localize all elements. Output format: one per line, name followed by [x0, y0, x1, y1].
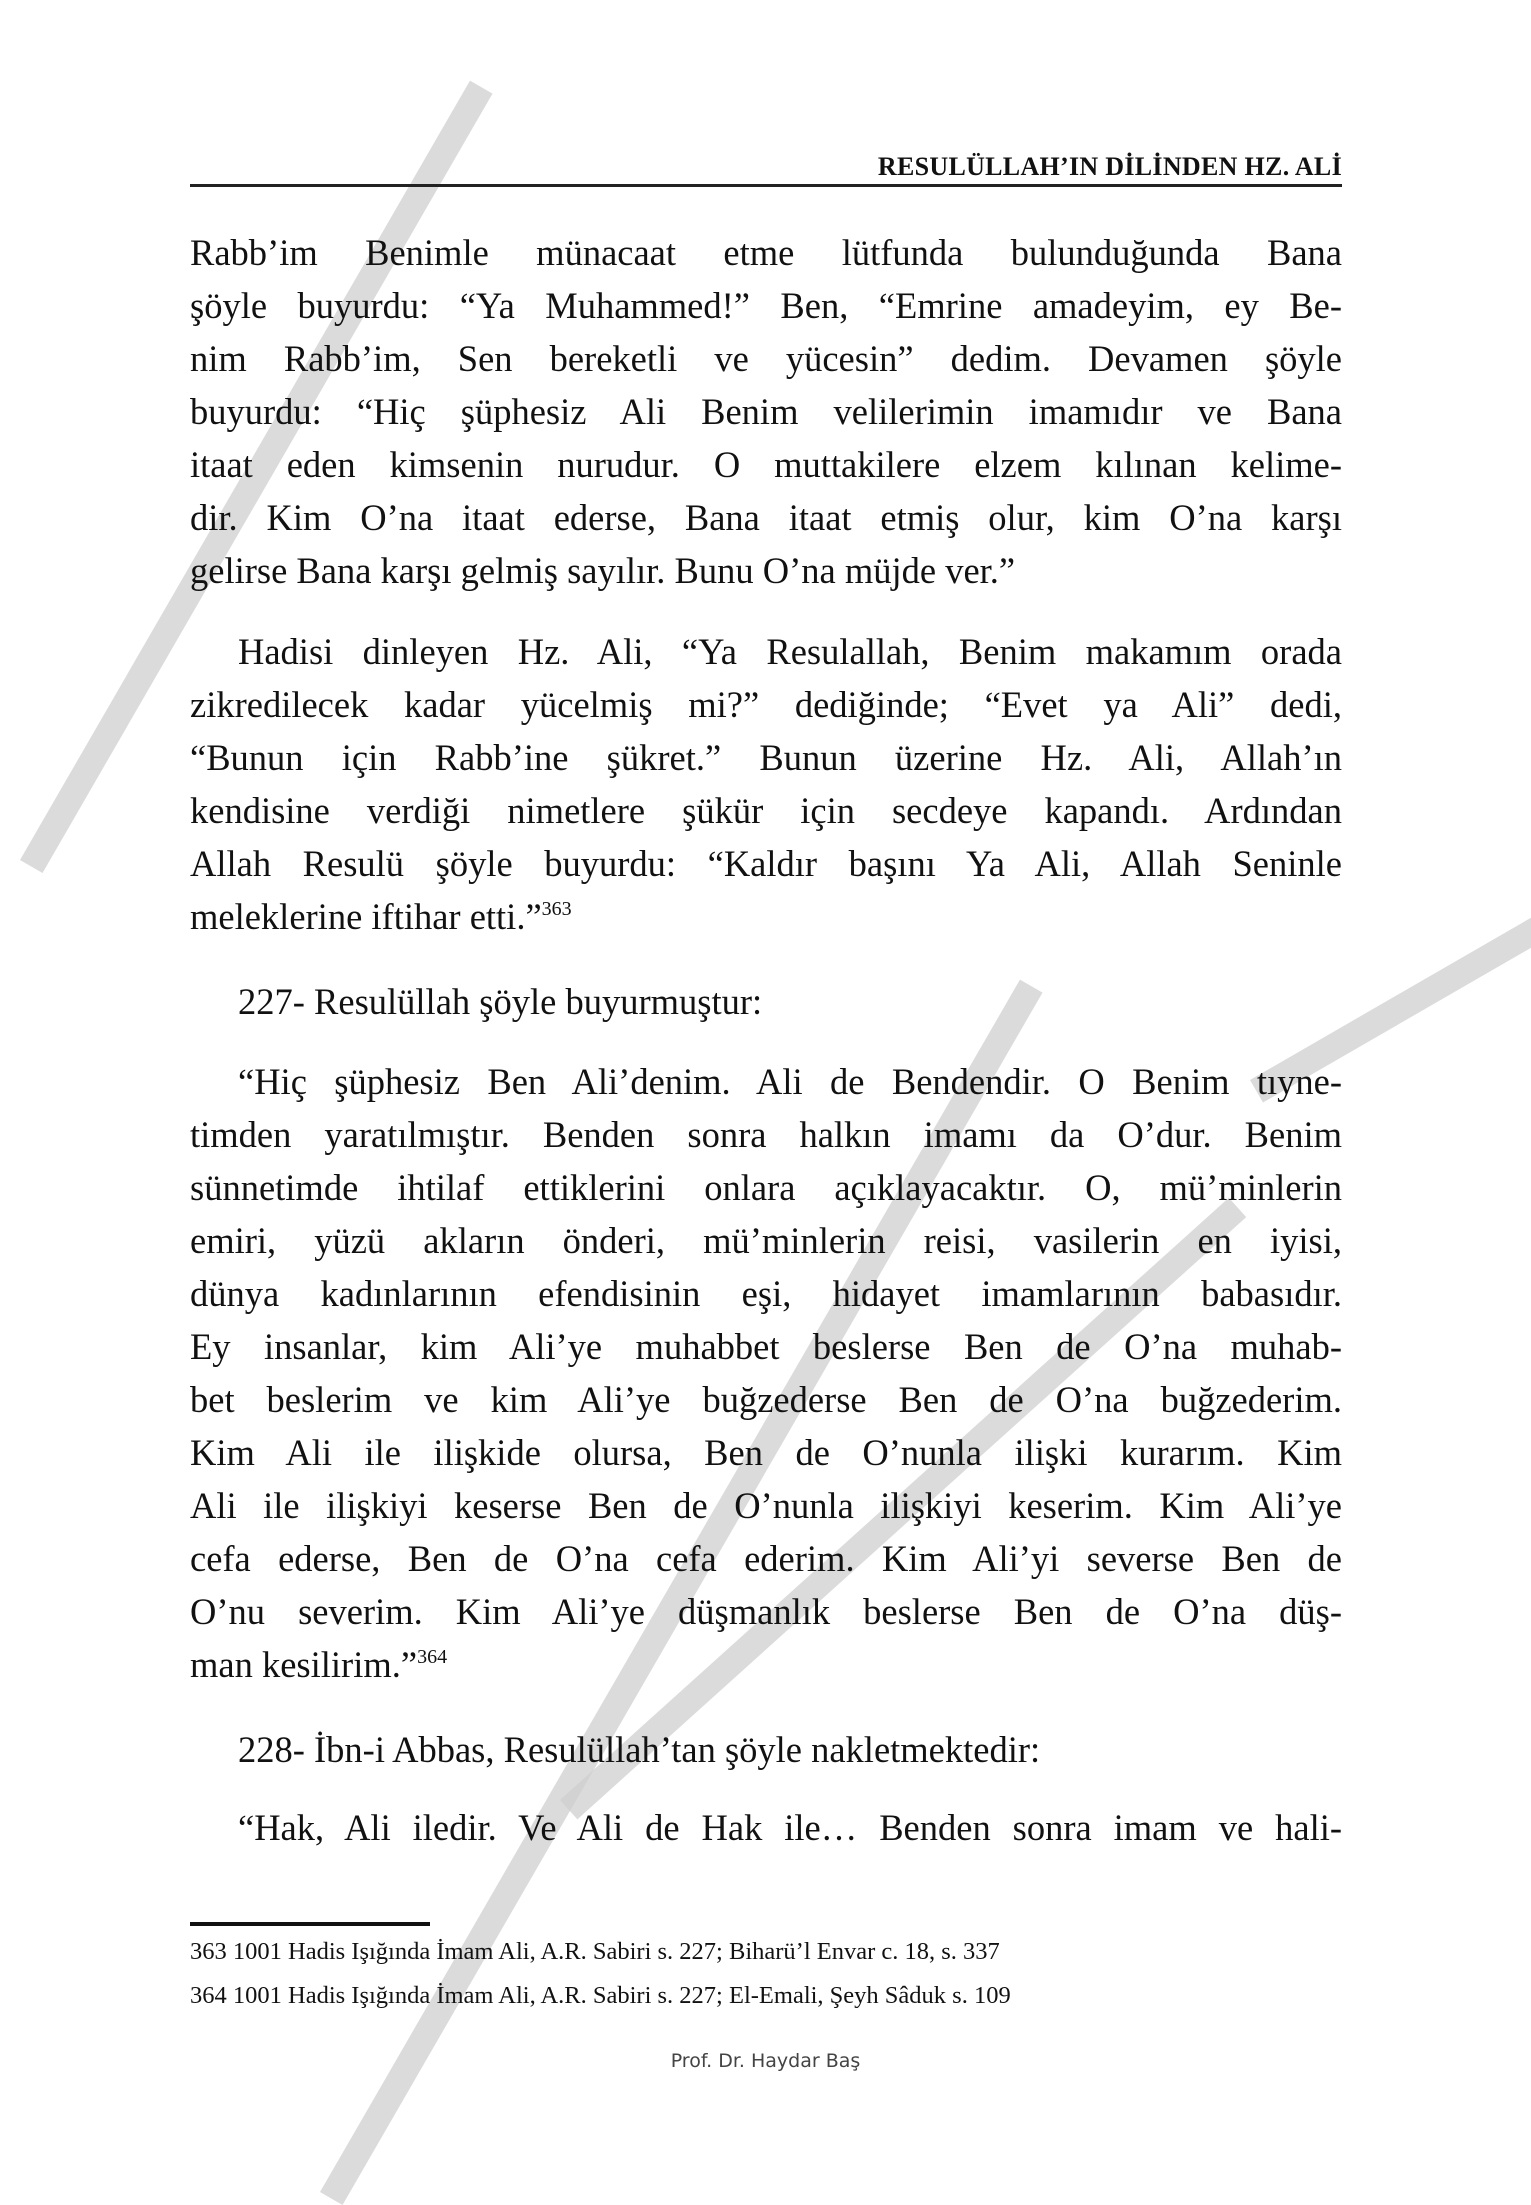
- text-line: “Hiç şüphesiz Ben Ali’denim. Ali de Bendendir. O Benim tıyne-: [238, 1061, 1342, 1102]
- text-line: man kesilirim.”$^{364}$: [190, 1644, 448, 1685]
- footnote-reference[interactable]: 364: [417, 1646, 448, 1668]
- footnote-reference[interactable]: 363: [541, 898, 572, 920]
- text-line: Ali ile ilişkiyi keserse Ben de O’nunla ilişkiyi keserim. Kim Ali’ye: [190, 1485, 1342, 1526]
- text-line: emiri, yüzü akların önderi, mü’minlerin reisi, vasilerin en iyisi,: [190, 1220, 1342, 1261]
- text-line: kendisine verdiği nimetlere şükür için secdeye kapandı. Ardından: [190, 790, 1342, 831]
- text-line: O’nu severim. Kim Ali’ye düşmanlık beslerse Ben de O’na düş-: [190, 1591, 1342, 1632]
- paragraph: [190, 226, 1342, 597]
- paragraph: [190, 1055, 1342, 1691]
- text-line: Allah Resulü şöyle buyurdu: “Kaldır başını Ya Ali, Allah Seninle: [190, 843, 1342, 884]
- text-line: gelirse Bana karşı gelmiş sayılır. Bunu O’na müjde ver.”: [190, 550, 1016, 591]
- text-line: Kim Ali ile ilişkide olursa, Ben de O’nunla ilişki kurarım. Kim: [190, 1432, 1342, 1473]
- running-header: RESULÜLLAH’IN DİLİNDEN HZ. ALİ: [877, 152, 1342, 181]
- footnote-separator: [190, 1922, 430, 1926]
- text-line: dir. Kim O’na itaat ederse, Bana itaat etmiş olur, kim O’na karşı: [190, 497, 1342, 538]
- footnotes: [190, 1930, 1011, 2018]
- text-line: nim Rabb’im, Sen bereketli ve yücesin” dedim. Devamen şöyle: [190, 338, 1342, 379]
- text-line: cefa ederse, Ben de O’na cefa ederim. Kim Ali’yi severse Ben de: [190, 1538, 1342, 1579]
- text-line: dünya kadınlarının efendisinin eşi, hidayet imamlarının babasıdır.: [190, 1273, 1342, 1314]
- text-line: sünnetimde ihtilaf ettiklerini onlara açıklayacaktır. O, mü’minlerin: [190, 1167, 1342, 1208]
- text-line: buyurdu: “Hiç şüphesiz Ali Benim velilerimin imamıdır ve Bana: [190, 391, 1342, 432]
- paragraph: [190, 625, 1342, 943]
- header-rule: [190, 184, 1342, 187]
- text-line: zikredilecek kadar yücelmiş mi?” dediğinde; “Evet ya Ali” dedi,: [190, 684, 1342, 725]
- text-line: bet beslerim ve kim Ali’ye buğzederse Ben de O’na buğzederim.: [190, 1379, 1342, 1420]
- footnote-364: 364 1001 Hadis Işığında İmam Ali, A.R. Sabiri s. 227; El-Emali, Şeyh Sâduk s. 109: [190, 1982, 1011, 2009]
- text-line: meleklerine iftihar etti.”$^{363}$: [190, 896, 572, 937]
- text-line: şöyle buyurdu: “Ya Muhammed!” Ben, “Emrine amadeyim, ey Be-: [190, 285, 1342, 326]
- text-line: Rabb’im Benimle münacaat etme lütfunda bulunduğunda Bana: [190, 232, 1342, 273]
- text-line: Hadisi dinleyen Hz. Ali, “Ya Resulallah, Benim makamım orada: [238, 631, 1342, 672]
- text-line: “Hak, Ali iledir. Ve Ali de Hak ile… Benden sonra imam ve hali-: [238, 1807, 1342, 1848]
- text-line: Ey insanlar, kim Ali’ye muhabbet beslerse Ben de O’na muhab-: [190, 1326, 1342, 1367]
- paragraph: [190, 1723, 1342, 1776]
- paragraph: [190, 1801, 1342, 1854]
- text-line: timden yaratılmıştır. Benden sonra halkın imamı da O’dur. Benim: [190, 1114, 1342, 1155]
- text-line: “Bunun için Rabb’ine şükret.” Bunun üzerine Hz. Ali, Allah’ın: [190, 737, 1342, 778]
- footnote-363: 363 1001 Hadis Işığında İmam Ali, A.R. Sabiri s. 227; Biharü’l Envar c. 18, s. 337: [190, 1938, 1000, 1965]
- text-line: 227- Resulüllah şöyle buyurmuştur:: [238, 981, 763, 1022]
- paragraph: [190, 975, 1342, 1028]
- text-line: 228- İbn-i Abbas, Resulüllah’tan şöyle nakletmektedir:: [238, 1729, 1041, 1770]
- text-line: itaat eden kimsenin nurudur. O muttakilere elzem kılınan kelime-: [190, 444, 1342, 485]
- page-footer-author: Prof. Dr. Haydar Baş: [670, 2050, 861, 2072]
